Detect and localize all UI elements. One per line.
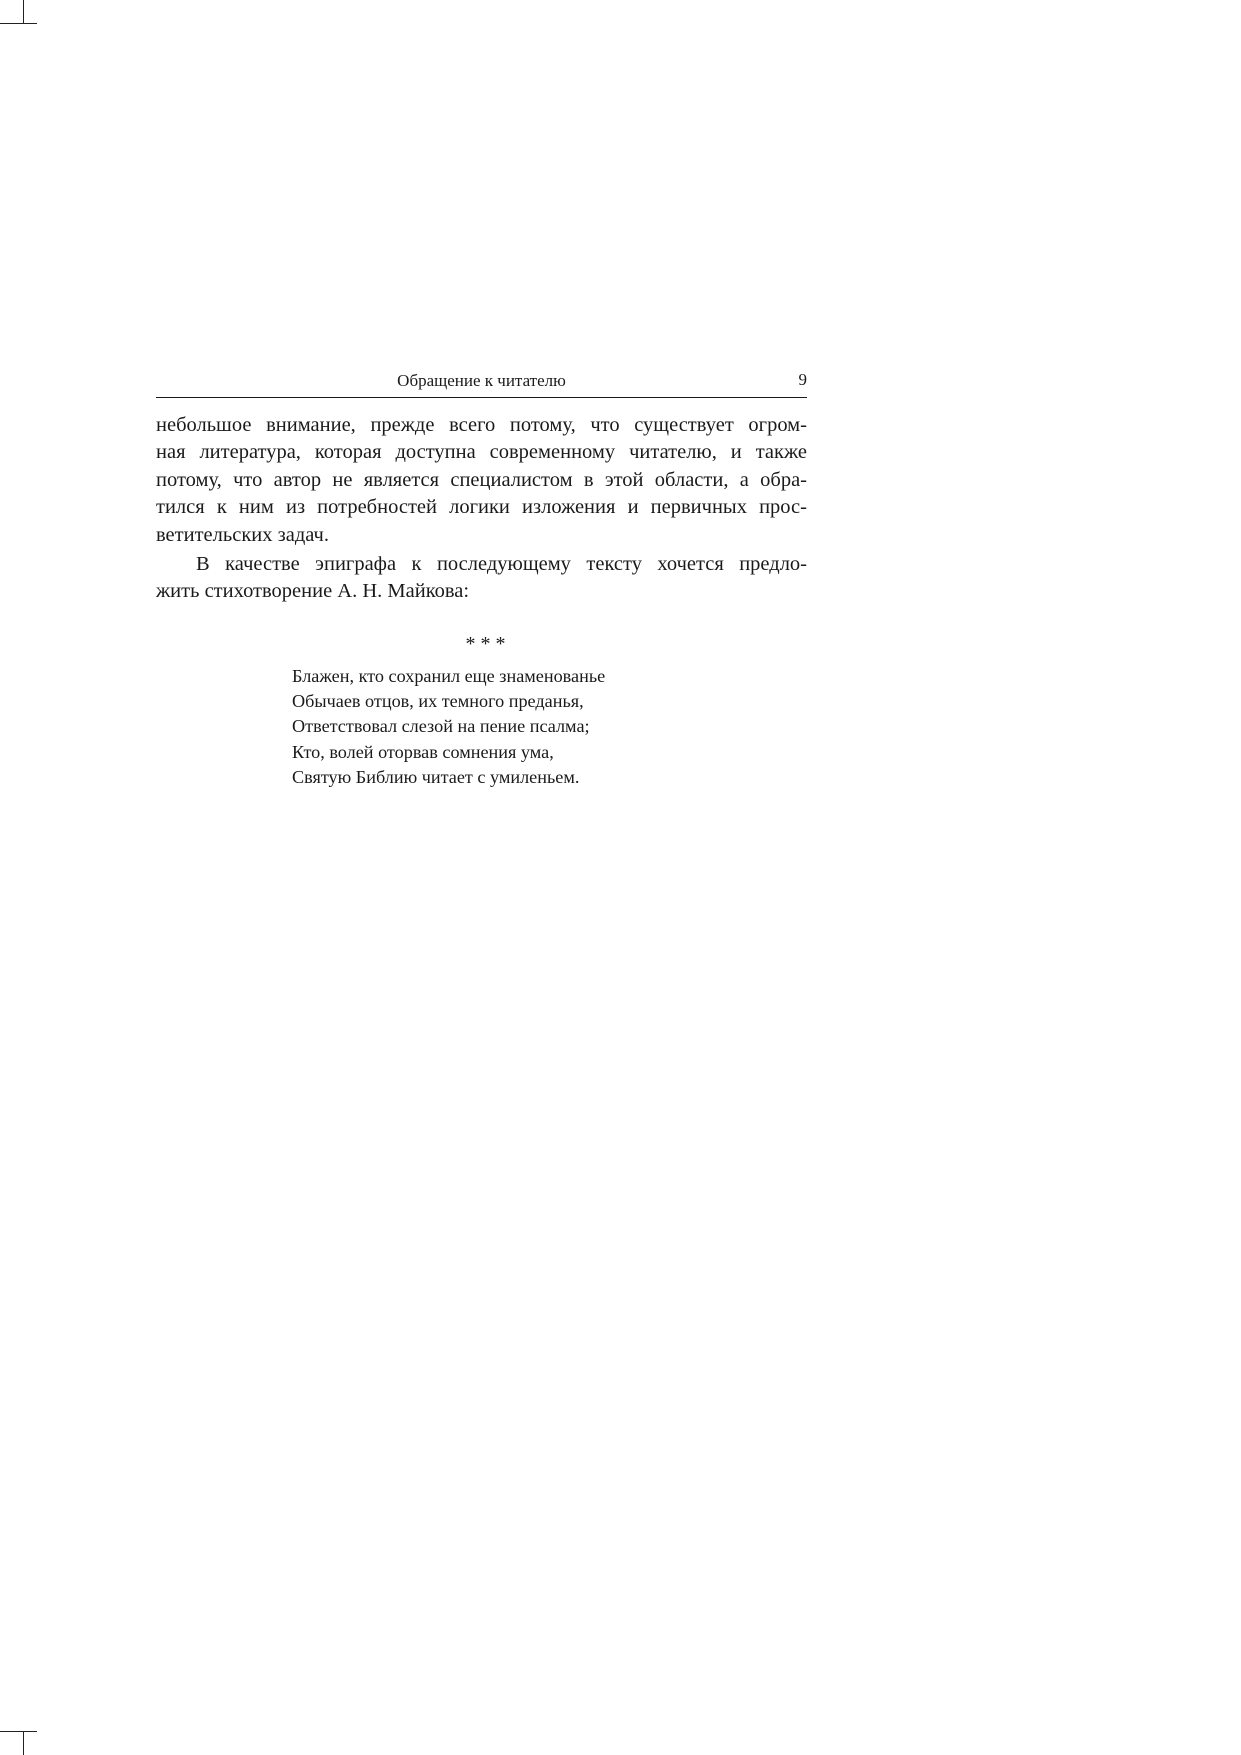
poem bbox=[292, 664, 605, 790]
crop-mark-top-left-horizontal bbox=[0, 23, 37, 24]
crop-mark-bottom-left-horizontal bbox=[0, 1731, 37, 1732]
paragraph bbox=[156, 412, 807, 549]
running-head bbox=[156, 369, 807, 398]
body-text bbox=[156, 412, 807, 606]
crop-mark-bottom-left-vertical bbox=[23, 1731, 24, 1755]
text-line: жить стихотворение А. Н. Майкова: bbox=[156, 580, 470, 603]
text-line: ветительских задач. bbox=[156, 523, 329, 546]
text-line: потому, что автор не является специалистом в этой области, а обра- bbox=[156, 468, 807, 491]
poem-line: Блажен, кто сохранил еще знаменованье bbox=[292, 666, 606, 686]
poem-line: Ответствовал слезой на пение псалма; bbox=[292, 716, 590, 737]
running-title: Обращение к читателю bbox=[397, 371, 566, 390]
crop-mark-top-left-vertical bbox=[23, 0, 24, 24]
poem-line: Святую Библию читает с умиленьем. bbox=[292, 766, 580, 787]
page-number: 9 bbox=[798, 370, 807, 389]
text-line: тился к ним из потребностей логики изложения и первичных прос- bbox=[156, 496, 807, 519]
poem-line: Кто, волей оторвав сомнения ума, bbox=[292, 741, 554, 762]
poem-separator: * * * bbox=[465, 633, 506, 655]
poem-line: Обычаев отцов, их темного преданья, bbox=[292, 691, 584, 712]
text-line: В качестве эпиграфа к последующему тексту хочется предло- bbox=[196, 553, 807, 576]
paragraph bbox=[156, 551, 807, 606]
text-line: ная литература, которая доступна современному читателю, и также bbox=[156, 441, 807, 464]
text-line: небольшое внимание, прежде всего потому, что существует огром- bbox=[156, 414, 807, 436]
